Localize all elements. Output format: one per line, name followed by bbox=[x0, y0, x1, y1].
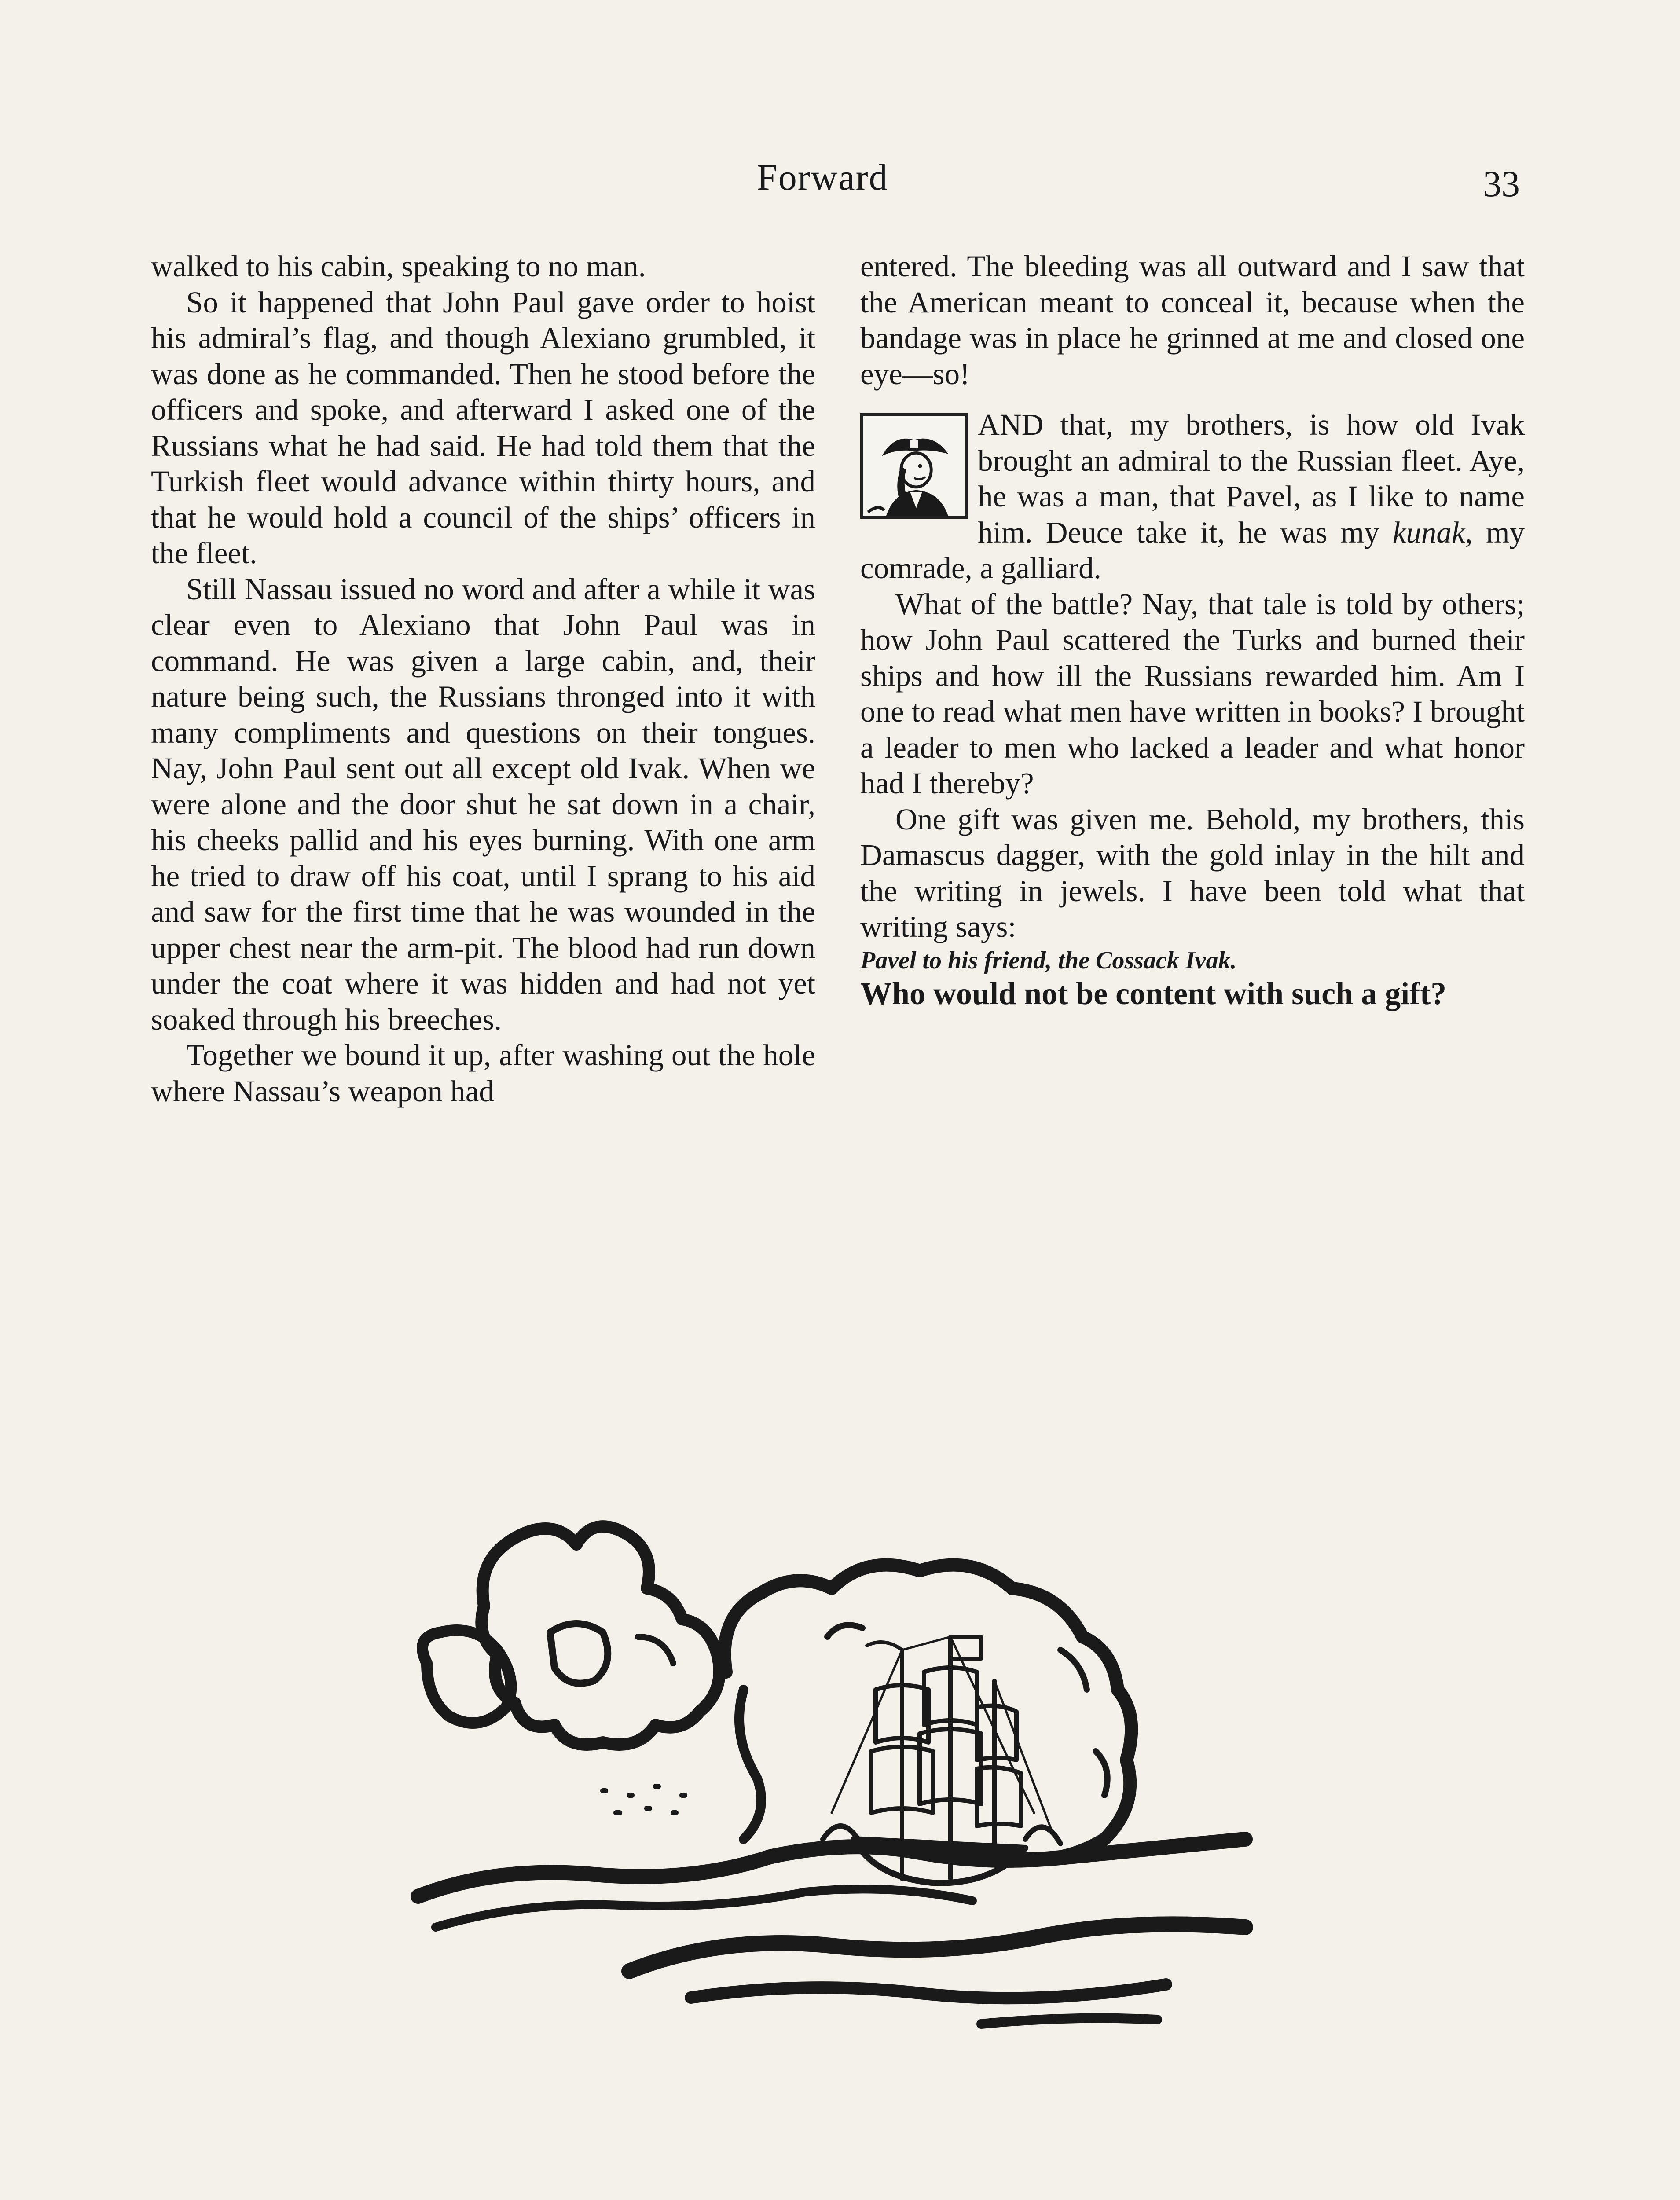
section-opening-paragraph bbox=[860, 407, 1525, 587]
paragraph: So it happened that John Paul gave order to hoist his admiral’s flag, and though Alexiano grumbled, it was done as he commanded. Then he stood before the officers and spoke, and afterward I asked one of the Russians what he had said. He had told them that the Turkish fleet would advance within thirty hours, and that he would hold a council of the ships’ officers in the fleet. bbox=[151, 285, 815, 570]
dagger-inscription: Pavel to his friend, the Cossack Ivak. bbox=[860, 946, 1237, 974]
drop-cap-portrait-icon bbox=[860, 413, 968, 519]
page-number: 33 bbox=[1483, 164, 1520, 205]
closing-line: Who would not be content with such a gift? bbox=[860, 975, 1447, 1011]
right-column bbox=[860, 249, 1525, 1012]
section-opening-text: AND that, my brothers, is how old Ivak brought an admiral to the Russian fleet. Aye, he was a man, that Pavel, as I like to name him. Deuce take it, he was my bbox=[978, 408, 1525, 549]
section-opening-text-end: , my comrade, a galliard. bbox=[860, 515, 1525, 585]
paragraph: walked to his cabin, speaking to no man. bbox=[151, 249, 646, 283]
paragraph: Still Nassau issued no word and after a while it was clear even to Alexiano that John Paul was in command. He was given a large cabin, and, their nature being such, the Russians thronged into it with many compliments and questions on their tongues. Nay, John Paul sent out all except old Ivak. When we were alone and the door shut he sat down in a chair, his cheeks pallid and his eyes burning. With one arm he tried to draw off his coat, until I sprang to his aid and saw for the first time that he was wounded in the upper chest near the arm-pit. The blood had run down under the coat where it was hidden and had not yet soaked through his breeches. bbox=[151, 572, 815, 1036]
sailing-ship-icon bbox=[409, 1505, 1276, 2112]
sailing-ship-illustration bbox=[409, 1505, 1276, 2112]
paragraph: What of the battle? Nay, that tale is told by others; how John Paul scattered the Turks and burned their ships and how ill the Russians rewarded him. Am I one to read what men have written in books? I brought a leader to men who lacked a leader and what honor had I thereby? bbox=[860, 587, 1525, 800]
left-column bbox=[151, 249, 815, 1109]
paragraph: entered. The bleeding was all outward and I saw that the American meant to conceal it, because when the bandage was in place he grinned at me and closed one eye—so! bbox=[860, 249, 1525, 391]
paragraph: Together we bound it up, after washing out the hole where Nassau’s weapon had bbox=[151, 1038, 815, 1108]
running-title: Forward bbox=[757, 157, 888, 198]
paragraph: One gift was given me. Behold, my brothers, this Damascus dagger, with the gold inlay in the hilt and the writing in jewels. I have been told what that writing says: bbox=[860, 802, 1525, 943]
emphasized-word: kunak bbox=[1392, 515, 1465, 549]
